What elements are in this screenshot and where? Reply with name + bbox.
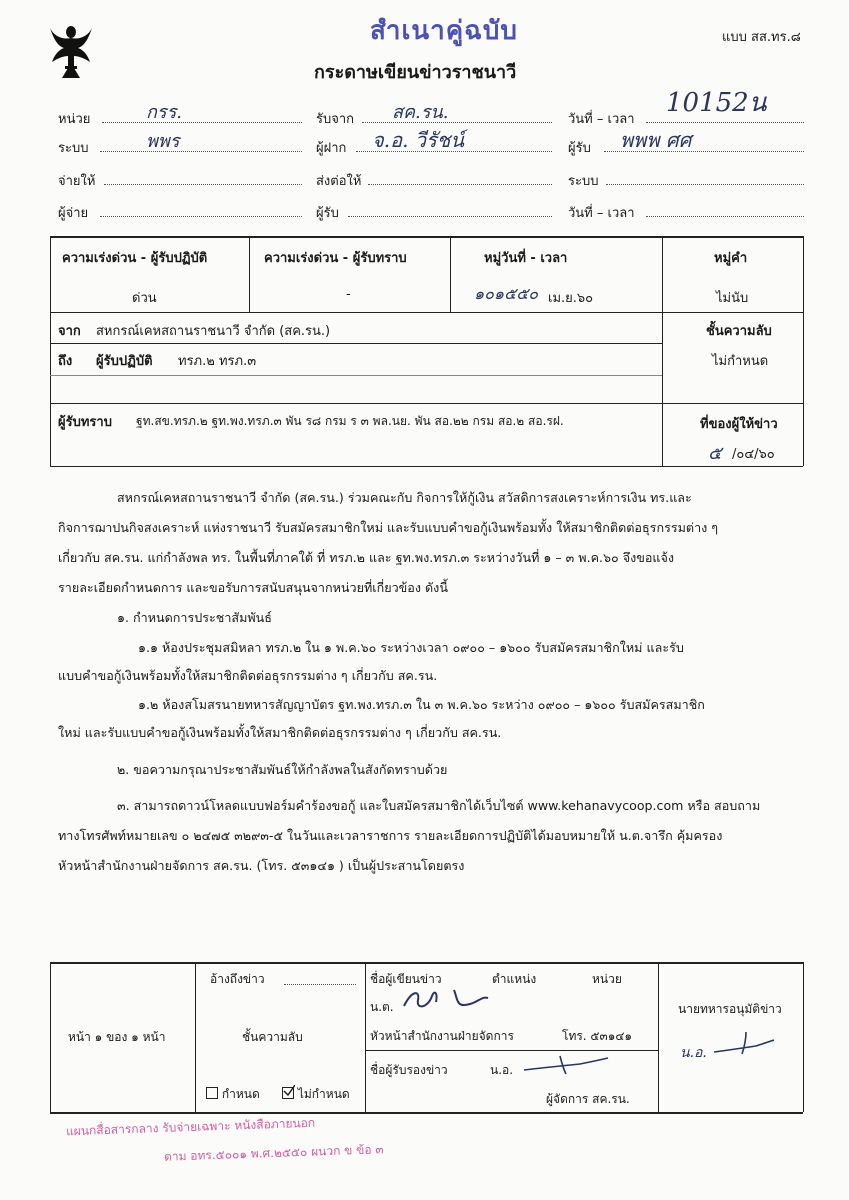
originator-no-hand: ๕ <box>708 443 722 464</box>
to-action-label: ผู้รับปฏิบัติ <box>96 354 153 369</box>
system-label: ระบบ <box>58 141 89 156</box>
originator-no-header: ที่ของผู้ให้ข่าว <box>700 417 778 432</box>
page-title: กระดาษเขียนข่าวราชนาวี <box>314 62 517 83</box>
to-action-value: ทรภ.๒ ทรภ.๓ <box>178 354 257 369</box>
group-count-value: ไม่นับ <box>716 291 749 306</box>
page-number: หน้า ๑ ของ ๑ หน้า <box>68 1030 166 1044</box>
approver-label: นายทหารอนุมัติข่าว <box>678 1002 782 1016</box>
writer-phone: โทร. ๕๓๑๔๑ <box>562 1029 633 1043</box>
ref-label: อ้างถึงข่าว <box>210 972 265 986</box>
body-item-2: ๒. ขอความกรุณาประชาสัมพันธ์ให้กำลังพลในสังกัดทราบด้วย <box>117 762 448 777</box>
originator-no-value: /๐๔/๖๐ <box>732 447 775 462</box>
body-intro-l2: กิจการฌาปนกิจสงเคราะห์ แห่งราชนาวี รับสมัครสมาชิกใหม่ และรับแบบคำขอกู้เงินพร้อมทั้ง ให้สมาชิกติดต่อธุรกรรมต่าง ๆ <box>58 520 719 535</box>
writer-rank: น.ต. <box>370 1000 394 1014</box>
payer-label: ผู้จ่าย <box>58 206 89 221</box>
classification-header: ชั้นความลับ <box>706 324 772 339</box>
received-from-value: สค.รน. <box>392 102 449 123</box>
body-item-1-1-l1: ๑.๑ ห้องประชุมสมิหลา ทรภ.๒ ใน ๑ พ.ค.๖๐ ระหว่างเวลา ๐๙๐๐ – ๑๖๐๐ รับสมัครสมาชิกใหม่ และรับ <box>138 640 684 655</box>
to-label: ถึง <box>58 354 73 369</box>
body-intro-l3: เกี่ยวกับ สค.รน. แก่กำลังพล ทร. ในพื้นที่ภาคใต้ ที่ ทรภ.๒ และ ฐท.พง.ทรภ.๓ ระหว่างวันที่ ๑ – ๓ พ.ค.๖๐ จึงขอแจ้ง <box>58 550 675 565</box>
checkbox-checked-icon <box>282 1087 294 1099</box>
certifier-signature-icon <box>520 1052 610 1078</box>
writer-signature-icon <box>398 986 498 1014</box>
receiver-value: พพพ ศศ <box>620 128 692 152</box>
body-item-3-l2: ทางโทรศัพท์หมายเลข ๐ ๒๔๗๕ ๓๒๙๓-๕ ในวันและเวลาราชการ รายละเอียดการปฏิบัติได้มอบหมายให้ น.ต.จารึก คุ้มครอง <box>58 828 723 843</box>
body-item-1-2-l2: ใหม่ และรับแบบคำขอกู้เงินพร้อมทั้งให้สมาชิกติดต่อธุรกรรมต่าง ๆ เกี่ยวกับ สค.รน. <box>58 725 502 740</box>
from-value: สหกรณ์เคหสถานราชนาวี จำกัด (สค.รน.) <box>96 324 331 339</box>
unit-value: กรร. <box>146 102 182 123</box>
dtg-header: หมู่วันที่ - เวลา <box>484 251 568 266</box>
system-value: พพร <box>146 131 180 152</box>
approver-signature-icon <box>712 1030 776 1058</box>
form-code: แบบ สส.ทร.๘ <box>722 30 801 45</box>
depositor-value: จ.อ. วีรัชน์ <box>372 128 465 152</box>
pay-to-label: จ่ายให้ <box>58 174 96 189</box>
group-count-header: หมู่คำ <box>714 251 748 266</box>
from-label: จาก <box>58 324 81 339</box>
body-item-3-l1: ๓. สามารถดาวน์โหลดแบบฟอร์มคำร้องขอกู้ และใบสมัครสมาชิกได้เว็บไซต์ www.kehanavycoop.com หรือ สอบถาม <box>117 798 761 813</box>
classification-value: ไม่กำหนด <box>712 354 769 369</box>
position-label: ตำแหน่ง <box>492 972 537 986</box>
classification-label: ชั้นความลับ <box>242 1030 303 1044</box>
depositor-label: ผู้ฝาก <box>316 141 347 156</box>
dtg-month: เม.ย.๖๐ <box>548 291 594 306</box>
receiver2-label: ผู้รับ <box>316 206 339 221</box>
approver-rank-hand: น.อ. <box>680 1045 707 1061</box>
dtg-handwritten: ๑๐๑๕๕๐ <box>474 284 539 303</box>
routing-stamp-line1: แผนกสื่อสารกลาง รับจ่ายเฉพาะ หนังสือภายนอก <box>65 1115 316 1139</box>
checkbox-undefined-label: ไม่กำหนด <box>297 1087 350 1101</box>
date-time-label: วันที่ – เวลา <box>568 112 635 127</box>
body-intro-l4: รายละเอียดกำหนดการ และขอรับการสนับสนุนจากหน่วยที่เกี่ยวข้อง ดังนี้ <box>58 580 448 595</box>
urgency-info-header: ความเร่งด่วน - ผู้รับทราบ <box>264 251 407 266</box>
checkbox-defined-label: กำหนด <box>221 1087 260 1101</box>
urgency-action-value: ด่วน <box>132 291 157 306</box>
routing-stamp-line2: ตาม อทร.๕๐๐๑ พ.ศ.๒๕๕๐ ผนวก ข ข้อ ๓ <box>163 1142 384 1164</box>
received-from-label: รับจาก <box>316 112 355 127</box>
checkbox-undefined[interactable] <box>282 1085 350 1104</box>
checkbox-defined[interactable] <box>206 1085 260 1104</box>
writer-position: หัวหน้าสำนักงานฝ่ายจัดการ <box>370 1029 514 1043</box>
body-intro-l1: สหกรณ์เคหสถานราชนาวี จำกัด (สค.รน.) ร่วมคณะกับ กิจการให้กู้เงิน สวัสดิการสงเคราะห์การเงิน ทร.และ <box>117 490 692 505</box>
unit-col-label: หน่วย <box>592 972 622 986</box>
certifier-rank: น.อ. <box>490 1063 514 1077</box>
receiver-label: ผู้รับ <box>568 141 591 156</box>
unit-label: หน่วย <box>58 112 91 127</box>
certifier-label: ชื่อผู้รับรองข่าว <box>370 1063 448 1077</box>
urgency-action-header: ความเร่งด่วน - ผู้รับปฏิบัติ <box>62 251 208 266</box>
certifier-position: ผู้จัดการ สค.รน. <box>546 1092 630 1106</box>
checkbox-empty-icon <box>206 1087 218 1099</box>
urgency-info-value: - <box>346 287 351 302</box>
info-label: ผู้รับทราบ <box>58 415 112 430</box>
body-item-1-1-l2: แบบคำขอกู้เงินพร้อมทั้งให้สมาชิกติดต่อธุรกรรมต่าง ๆ เกี่ยวกับ สค.รน. <box>58 668 438 683</box>
date-time-value: 10152น <box>666 88 767 118</box>
system2-label: ระบบ <box>568 174 599 189</box>
body-item-3-l3: หัวหน้าสำนักงานฝ่ายจัดการ สค.รน. (โทร. ๕๓๑๔๑ ) เป็นผู้ประสานโดยตรง <box>58 858 465 873</box>
writer-label: ชื่อผู้เขียนข่าว <box>370 972 442 986</box>
garuda-emblem-icon <box>48 22 94 82</box>
body-item-1: ๑. กำหนดการประชาสัมพันธ์ <box>117 610 272 625</box>
body-item-1-2-l1: ๑.๒ ห้องสโมสรนายทหารสัญญาบัตร ฐท.พง.ทรภ.๓ ใน ๓ พ.ค.๖๐ ระหว่าง ๐๙๐๐ – ๑๖๐๐ รับสมัครสมาชิก <box>138 697 705 712</box>
forward-to-label: ส่งต่อให้ <box>316 174 362 189</box>
info-value: ฐท.สข.ทรภ.๒ ฐท.พง.ทรภ.๓ พัน ร๘ กรม ร ๓ พล.นย. พัน สอ.๒๒ กรม สอ.๒ สอ.รฝ. <box>136 414 564 428</box>
date-time2-label: วันที่ – เวลา <box>568 206 635 221</box>
routing-stamp <box>58 1115 478 1164</box>
copy-stamp-title: สำเนาคู่ฉบับ <box>370 16 518 46</box>
